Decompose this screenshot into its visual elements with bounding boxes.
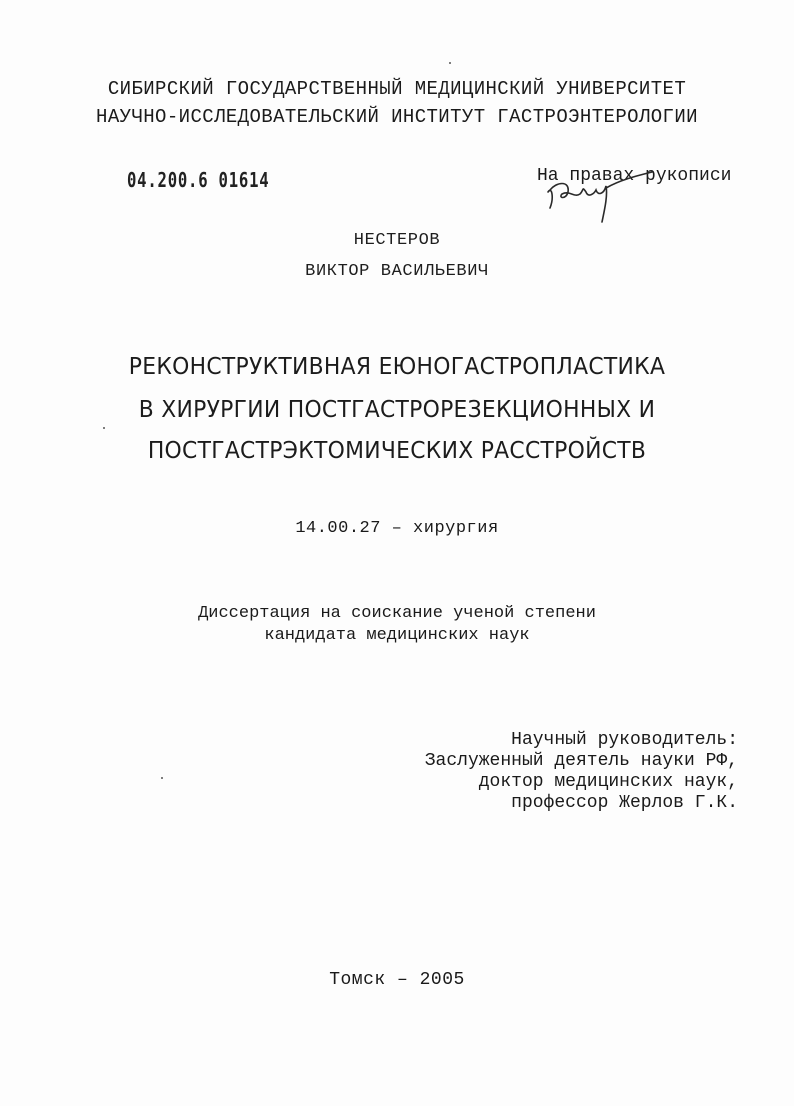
advisor-heading: Научный руководитель:: [511, 730, 738, 750]
university-name: СИБИРСКИЙ ГОСУДАРСТВЕННЫЙ МЕДИЦИНСКИЙ УНИВЕРСИТЕТ: [107, 78, 687, 100]
thesis-title-line-1: РЕКОНСТРУКТИВНАЯ ЕЮНОГАСТРОПЛАСТИКА: [128, 354, 666, 380]
thesis-title-line-2: В ХИРУРГИИ ПОСТГАСТРОРЕЗЕКЦИОННЫХ И: [138, 397, 656, 423]
institute-name: НАУЧНО-ИССЛЕДОВАТЕЛЬСКИЙ ИНСТИТУТ ГАСТРОЭНТЕРОЛОГИИ: [96, 106, 698, 128]
scan-speck: [161, 777, 163, 779]
handwritten-signature: [540, 168, 660, 226]
manuscript-rights-note: На правах рукописи: [537, 166, 732, 186]
degree-line-1: Диссертация на соискание ученой степени: [198, 604, 596, 623]
author-given-names: ВИКТОР ВАСИЛЬЕВИЧ: [305, 262, 489, 281]
advisor-name: профессор Жерлов Г.К.: [511, 793, 738, 813]
author-surname: НЕСТЕРОВ: [353, 231, 441, 250]
advisor-honorary-title: Заслуженный деятель науки РФ,: [424, 751, 738, 771]
advisor-degree: доктор медицинских наук,: [478, 772, 738, 792]
scan-speck: [449, 62, 451, 64]
specialty-code: 14.00.27 – хирургия: [295, 519, 499, 538]
scan-speck: [103, 427, 105, 429]
thesis-title-line-3: ПОСТГАСТРЭКТОМИЧЕСКИХ РАССТРОЙСТВ: [147, 438, 647, 464]
degree-line-2: кандидата медицинских наук: [264, 626, 530, 645]
registration-code: 04.200.6 01614: [127, 168, 270, 192]
city-year: Томск – 2005: [329, 970, 465, 990]
